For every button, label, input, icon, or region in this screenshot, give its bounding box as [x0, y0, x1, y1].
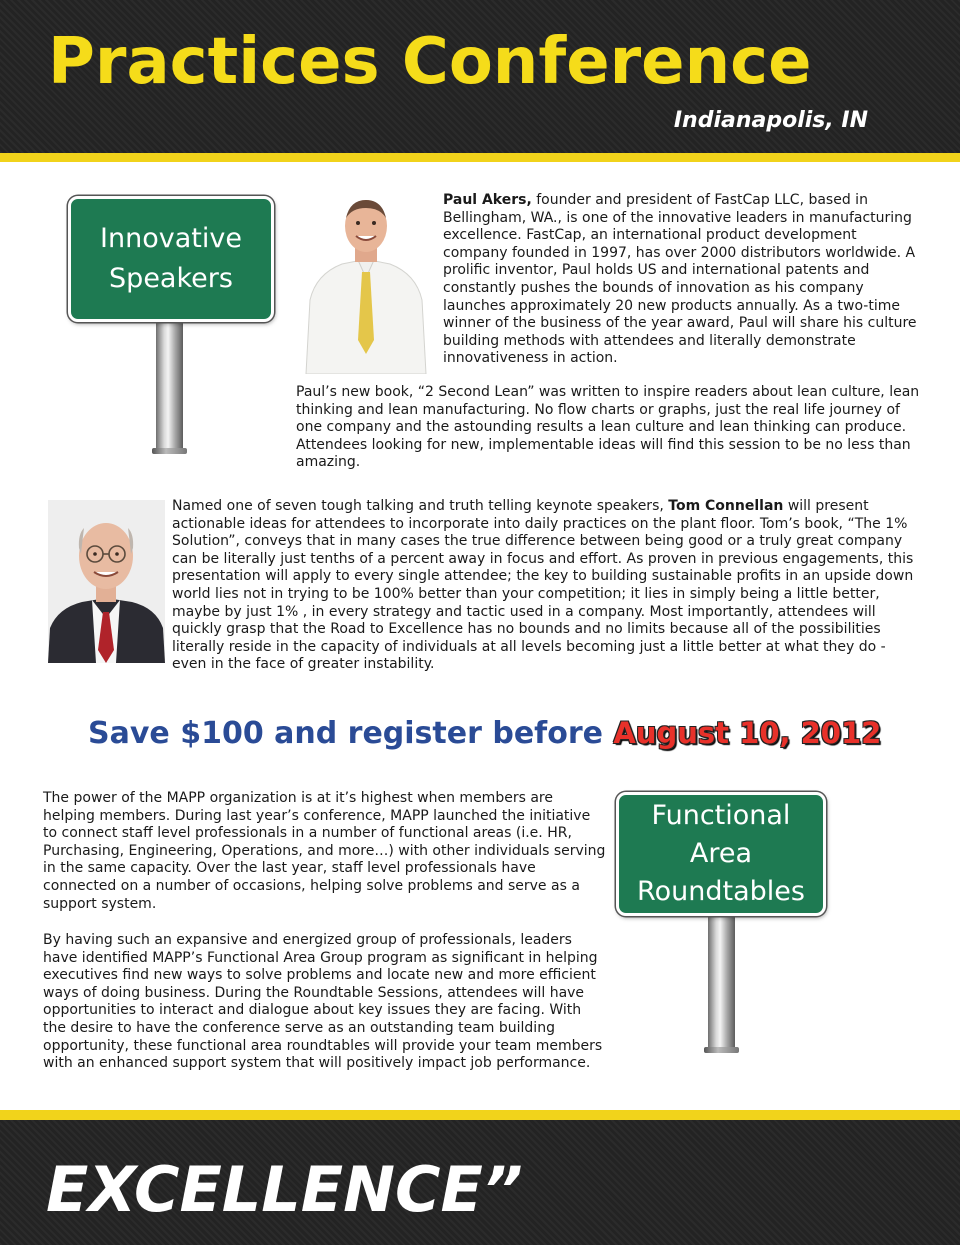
speakers-sign-pole-base	[152, 448, 187, 454]
roundtables-sign-pole-base	[704, 1047, 739, 1053]
speakers-sign	[68, 196, 274, 458]
paul-akers-book: Paul’s new book, “2 Second Lean” was written to inspire readers about lean culture, lean thinking and lean manufacturing. No flow charts or graphs, just the real life journey of one company and the astounding results a lean culture and lean thinking can produce. Attendees looking for new, implementable ideas will find this session to be no less than amazing.	[296, 384, 920, 471]
promo-text: Save $100 and register before	[88, 716, 614, 751]
footer-slogan: EXCELLENCE”	[46, 1153, 523, 1226]
paul-akers-photo	[300, 190, 432, 374]
roundtables-sign-line-1: Functional	[651, 800, 791, 831]
tom-connellan-photo	[48, 500, 165, 663]
promo-deadline: August 10, 2012	[613, 716, 882, 750]
header-stripe	[0, 153, 960, 162]
page-title: Practices Conference	[48, 25, 812, 99]
speakers-sign-line-1: Innovative	[100, 223, 242, 254]
roundtables-paragraph-2: By having such an expansive and energized group of professionals, leaders have identified MAPP’s Functional Area Group program as significant in helping executives find new ways to solve problems and locate new and more efficient ways of doing business. During the Roundtable Sessions, attendees will have opportunities to interact and dialogue about key issues they are facing. With the desire to have the conference serve as an outstanding team building opportunity, these functional area roundtables will provide your team members with an enhanced support system that will positively impact job performance.	[43, 932, 603, 1072]
roundtables-sign-line-3: Roundtables	[637, 876, 805, 907]
location-label: Indianapolis, IN	[673, 108, 868, 133]
speakers-sign-pole	[156, 316, 183, 452]
tom-connellan-bio: Named one of seven tough talking and truth telling keynote speakers, Tom Connellan will present actionable ideas for attendees to incorporate into daily practices on the plant floor. Tom’s book, “The 1% Solution”, conveys that in many cases the true difference between being good or a truly great company can be literally just tenths of a percent away in focus and effort. As proven in previous engagements, this presentation will apply to every single attendee; the key to building sustainable profits in an upside down world lies not in trying to be 100% better than your competition; it lies in simply being a little better, maybe by just 1% , in every strategy and tactic used in a company. Most importantly, attendees will quickly grasp that the Road to Excellence has no bounds and no limits because all of the possibilities literally reside in the capacity of individuals at all levels becoming just a little better at what they do - even in the face of greater instability.	[172, 498, 914, 673]
roundtables-sign-pole	[708, 912, 735, 1052]
roundtables-sign	[616, 792, 826, 1057]
speakers-sign-board	[68, 196, 274, 322]
roundtables-paragraph-1: The power of the MAPP organization is at it’s highest when members are helping members. During last year’s conference, MAPP launched the initiative to connect staff level professionals in a number of functional areas (i.e. HR, Purchasing, Engineering, Operations, and more…) with other individuals serving in the same capacity. Over the last year, staff level professionals have connected on a number of occasions, helping solve problems and serve as a support system.	[43, 790, 606, 912]
roundtables-sign-board	[616, 792, 826, 916]
footer-stripe	[0, 1110, 960, 1120]
roundtables-sign-line-2: Area	[689, 838, 753, 869]
speakers-sign-line-2: Speakers	[109, 263, 233, 294]
registration-promo	[88, 711, 881, 756]
paul-akers-name: Paul Akers,	[443, 192, 532, 208]
paul-akers-bio: Paul Akers, founder and president of FastCap LLC, based in Bellingham, WA., is one of the innovative leaders in manufacturing excellence. FastCap, an international product development company founded in 1997, has over 2000 distributors worldwide. A prolific inventor, Paul holds US and international patents and constantly pushes the bounds of innovation as his company launches approximately 20 new products annually. As a two-time winner of the business of the year award, Paul will share his culture building methods with attendees and literally demonstrate innovativeness in action.	[443, 192, 917, 367]
tom-connellan-name: Tom Connellan	[668, 498, 784, 514]
